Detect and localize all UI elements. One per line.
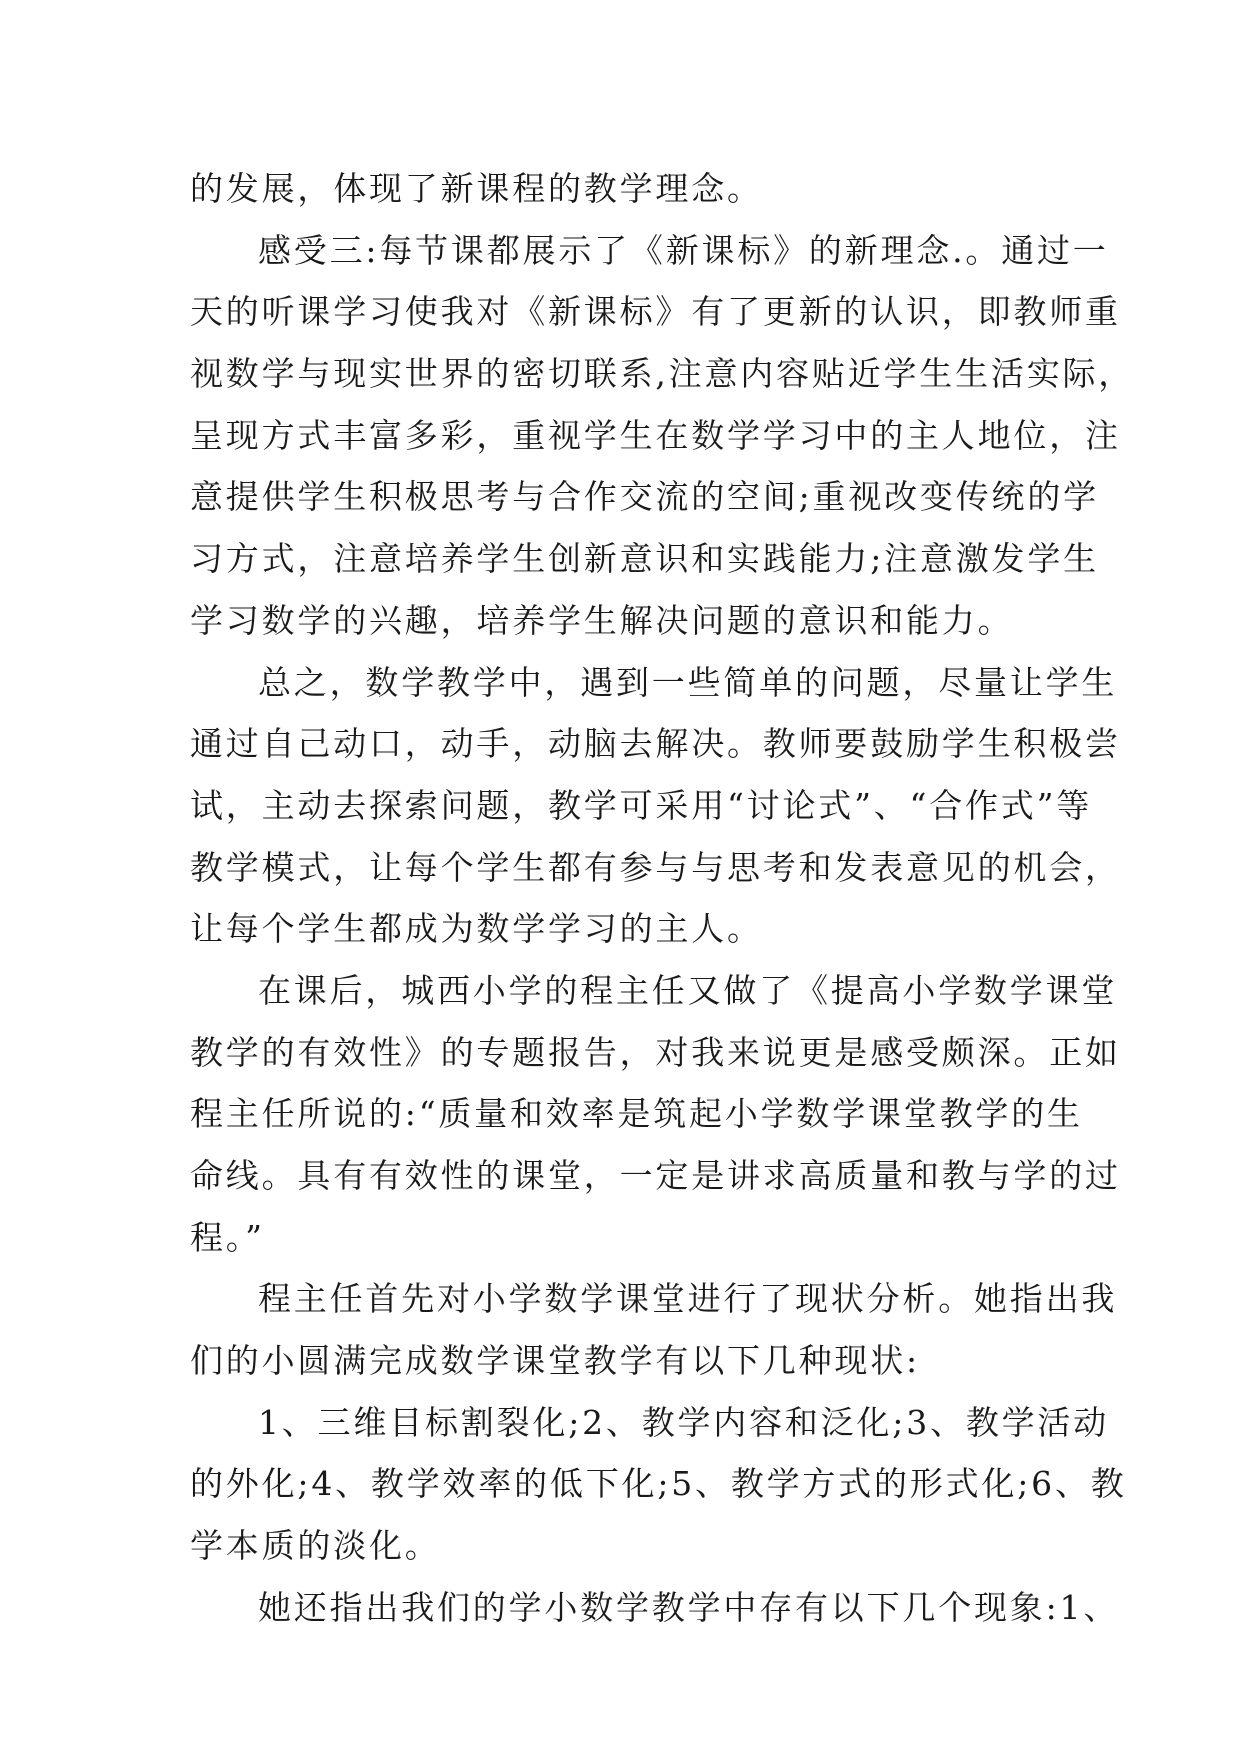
paragraph-first-line: 她还指出我们的学小数学教学中存有以下几个现象:1、 [258,1587,1120,1627]
text-line: 教学模式，让每个学生都有参与与思考和发表意见的机会， [190,847,1121,887]
text-line: 的发展，体现了新课程的教学理念。 [190,169,763,208]
text-line: 命线。具有有效性的课堂，一定是讲求高质量和教与学的过 [190,1156,1121,1195]
text-line: 教学的有效性》的专题报告，对我来说更是感受颇深。正如 [190,1032,1121,1072]
paragraph-first-line: 总之，数学教学中，遇到一些简单的问题，尽量让学生 [258,662,1118,702]
text-line: 意提供学生积极思考与合作交流的空间;重视改变传统的学 [190,477,1099,517]
text-line: 程主任所说的:“质量和效率是筑起小学数学课堂教学的生 [190,1094,1083,1134]
paragraph-first-line: 1、三维目标割裂化;2、教学内容和泛化;3、教学活动 [258,1402,1110,1442]
document-body [190,158,1135,1639]
text-line: 程。” [190,1217,265,1257]
text-line: 的外化;4、教学效率的低下化;5、教学方式的形式化;6、教 [190,1464,1127,1504]
text-line: 视数学与现实世界的密切联系,注意内容贴近学生生活实际， [190,354,1135,394]
paragraph-first-line: 程主任首先对小学数学课堂进行了现状分析。她指出我 [258,1279,1118,1319]
text-line: 们的小圆满完成数学课堂教学有以下几种现状: [190,1341,920,1381]
text-line: 试，主动去探索问题，教学可采用“讨论式”、“合作式”等 [190,785,1093,825]
text-line: 通过自己动口，动手，动脑去解决。教师要鼓励学生积极尝 [190,724,1121,764]
text-line: 学习数学的兴趣，培养学生解决问题的意识和能力。 [190,600,1014,640]
text-line: 天的听课学习使我对《新课标》有了更新的认识，即教师重 [190,292,1121,332]
text-line: 让每个学生都成为数学学习的主人。 [190,909,763,949]
paragraph-first-line: 在课后，城西小学的程主任又做了《提高小学数学课堂 [258,970,1118,1010]
text-line: 习方式，注意培养学生创新意识和实践能力;注意激发学生 [190,539,1099,579]
text-line: 学本质的淡化。 [190,1526,441,1566]
paragraph-first-line: 感受三:每节课都展示了《新课标》的新理念.。通过一 [258,230,1109,270]
text-line: 呈现方式丰富多彩，重视学生在数学学习中的主人地位，注 [190,415,1121,455]
